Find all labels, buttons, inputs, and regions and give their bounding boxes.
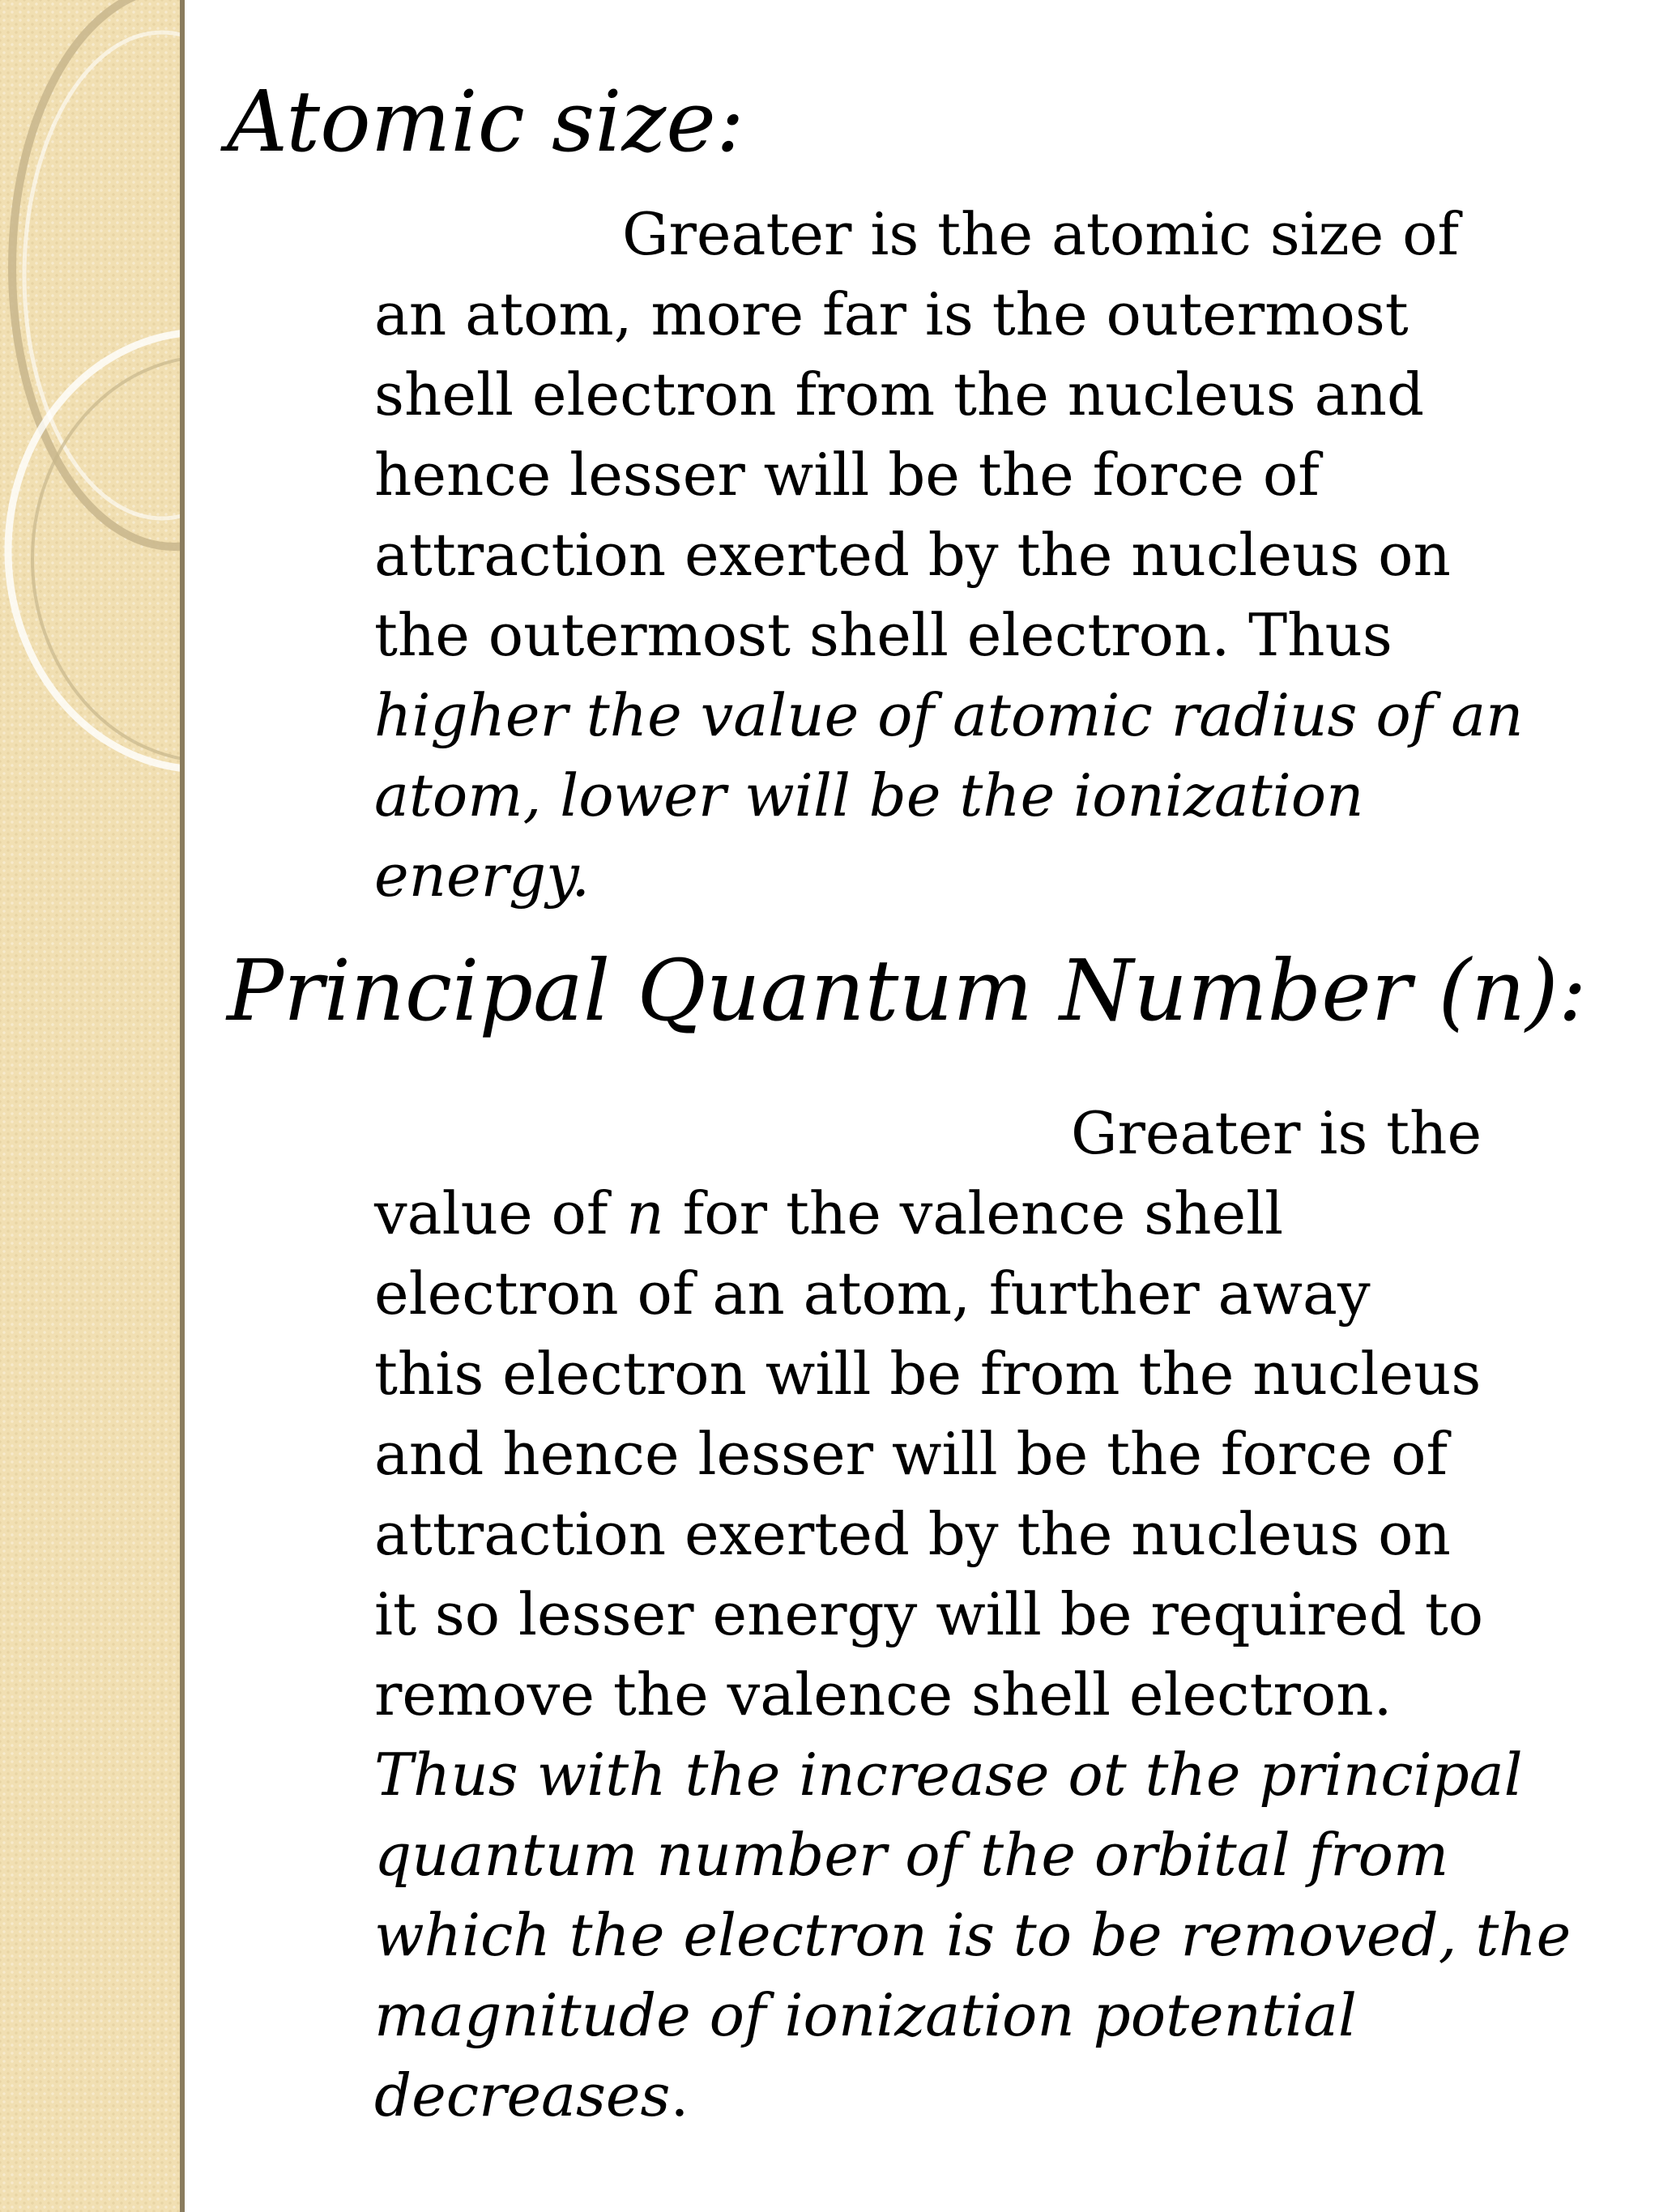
text-line: hence lesser will be the force of: [374, 441, 1320, 509]
side-divider-rule: [180, 0, 185, 2212]
emphasis-line: Thus with the increase ot the principal: [374, 1741, 1523, 1809]
text-line: attraction exerted by the nucleus on: [374, 521, 1451, 589]
text-line: it so lesser energy will be required to: [374, 1580, 1484, 1648]
text-line: remove the valence shell electron.: [374, 1660, 1392, 1728]
text-line: shell electron from the nucleus and: [374, 360, 1425, 428]
text-line: electron of an atom, further away: [374, 1259, 1371, 1328]
decorative-side-band: [0, 0, 185, 2212]
text-fragment: value of: [374, 1179, 627, 1247]
text-line: Greater is the: [1071, 1099, 1482, 1167]
text-line: this electron will be from the nucleus: [374, 1340, 1482, 1408]
emphasis-fragment: decreases: [374, 2061, 671, 2129]
emphasis-line: quantum number of the orbital from: [374, 1821, 1449, 1889]
text-line: and hence lesser will be the force of: [374, 1420, 1448, 1488]
text-line: an atom, more far is the outermost: [374, 280, 1409, 348]
heading-principal-quantum-number: Principal Quantum Number (n):: [227, 941, 1587, 1040]
paragraph-atomic-size: [374, 194, 1646, 916]
emphasis-line: higher the value of atomic radius of an: [374, 681, 1524, 749]
variable-n: n: [626, 1179, 664, 1247]
text-fragment: for the valence shell: [663, 1179, 1284, 1247]
text-line: attraction exerted by the nucleus on: [374, 1500, 1451, 1568]
emphasis-line: atom, lower will be the ionization: [374, 761, 1364, 829]
text-line-with-variable: [374, 1174, 1646, 1254]
emphasis-line: magnitude of ionization potential: [374, 1981, 1357, 2049]
text-fragment: .: [670, 2061, 689, 2129]
text-line: the outermost shell electron. Thus: [374, 601, 1392, 669]
final-line: [374, 2056, 1646, 2136]
emphasis-line: which the electron is to be removed, the: [374, 1901, 1572, 1969]
paragraph-principal-quantum-number: [374, 1093, 1646, 2136]
emphasis-line: energy.: [374, 842, 591, 910]
decorative-rings-graphic: [0, 0, 185, 2212]
heading-atomic-size: Atomic size:: [227, 72, 744, 171]
text-line: Greater is the atomic size of: [622, 200, 1460, 268]
